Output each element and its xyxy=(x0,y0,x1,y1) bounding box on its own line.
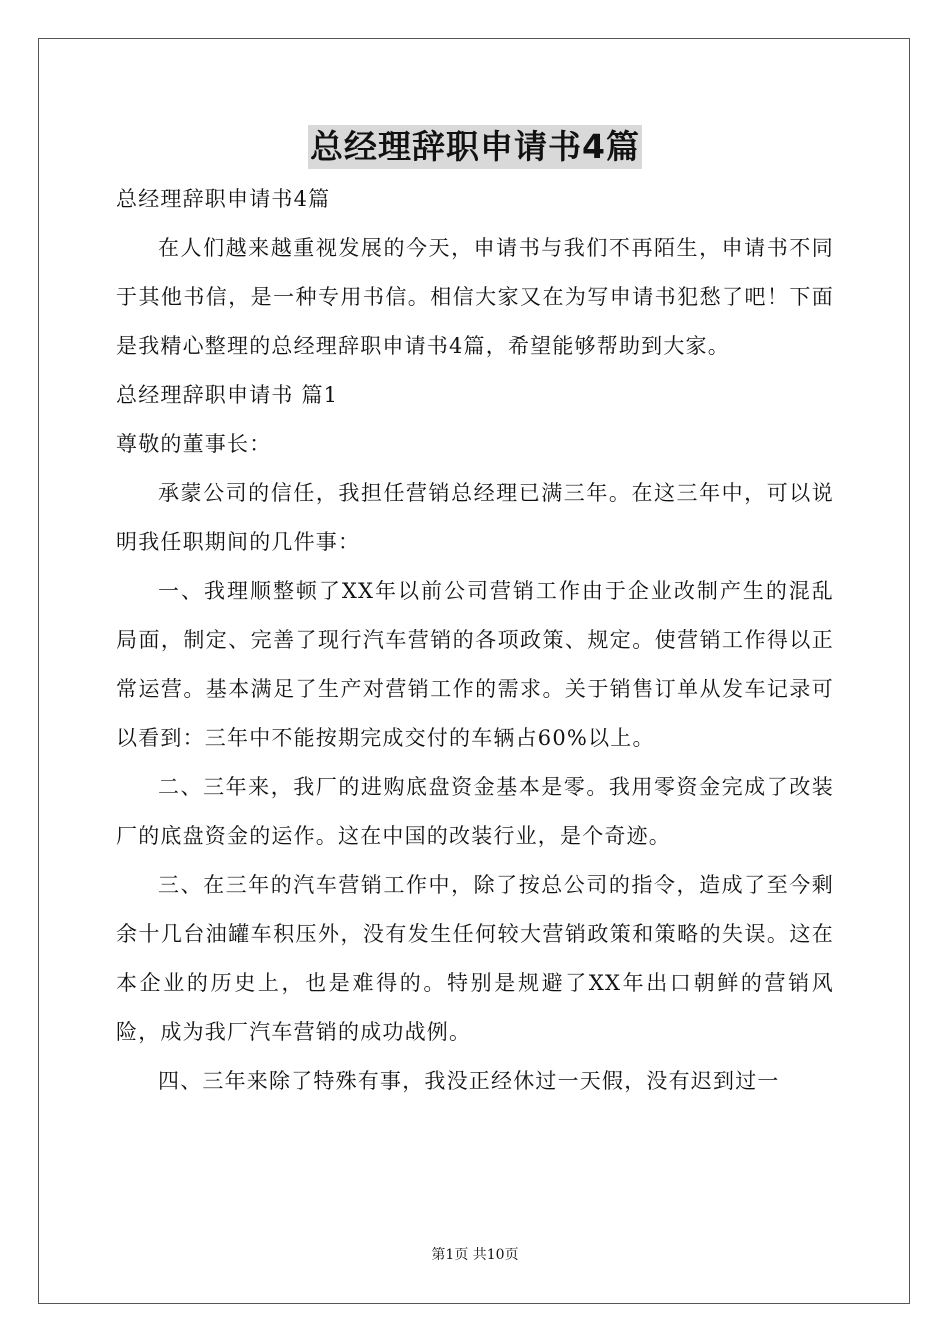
paragraph-5: 承蒙公司的信任，我担任营销总经理已满三年。在这三年中，可以说明我任职期间的几件事： xyxy=(116,481,834,554)
paragraph-4: 尊敬的董事长： xyxy=(116,432,272,456)
document-body xyxy=(116,175,834,1106)
paragraph-1: 总经理辞职申请书4篇 xyxy=(116,187,331,211)
paragraph-3: 总经理辞职申请书 篇1 xyxy=(116,383,339,407)
paragraph-6: 一、我理顺整顿了XX年以前公司营销工作由于企业改制产生的混乱局面，制定、完善了现行汽车营销的各项政策、规定。使营销工作得以正常运营。基本满足了生产对营销工作的需求。关于销售订单从发车记录可以看到：三年中不能按期完成交付的车辆占60%以上。 xyxy=(116,579,834,750)
document-title: 总经理辞职申请书4篇 xyxy=(308,125,642,169)
paragraph-8: 三、在三年的汽车营销工作中，除了按总公司的指令，造成了至今剩余十几台油罐车积压外，没有发生任何较大营销政策和策略的失误。这在本企业的历史上，也是难得的。特别是规避了XX年出口朝鲜的营销风险，成为我厂汽车营销的成功战例。 xyxy=(116,873,834,1044)
title-container xyxy=(0,125,950,169)
paragraph-9: 四、三年来除了特殊有事，我没正经休过一天假，没有迟到过一 xyxy=(158,1069,780,1093)
page-footer: 第1页 共10页 xyxy=(431,1247,519,1263)
paragraph-7: 二、三年来，我厂的进购底盘资金基本是零。我用零资金完成了改装厂的底盘资金的运作。这在中国的改装行业，是个奇迹。 xyxy=(116,775,834,848)
paragraph-2: 在人们越来越重视发展的今天，申请书与我们不再陌生，申请书不同于其他书信，是一种专用书信。相信大家又在为写申请书犯愁了吧！下面是我精心整理的总经理辞职申请书4篇，希望能够帮助到大家。 xyxy=(116,236,834,358)
